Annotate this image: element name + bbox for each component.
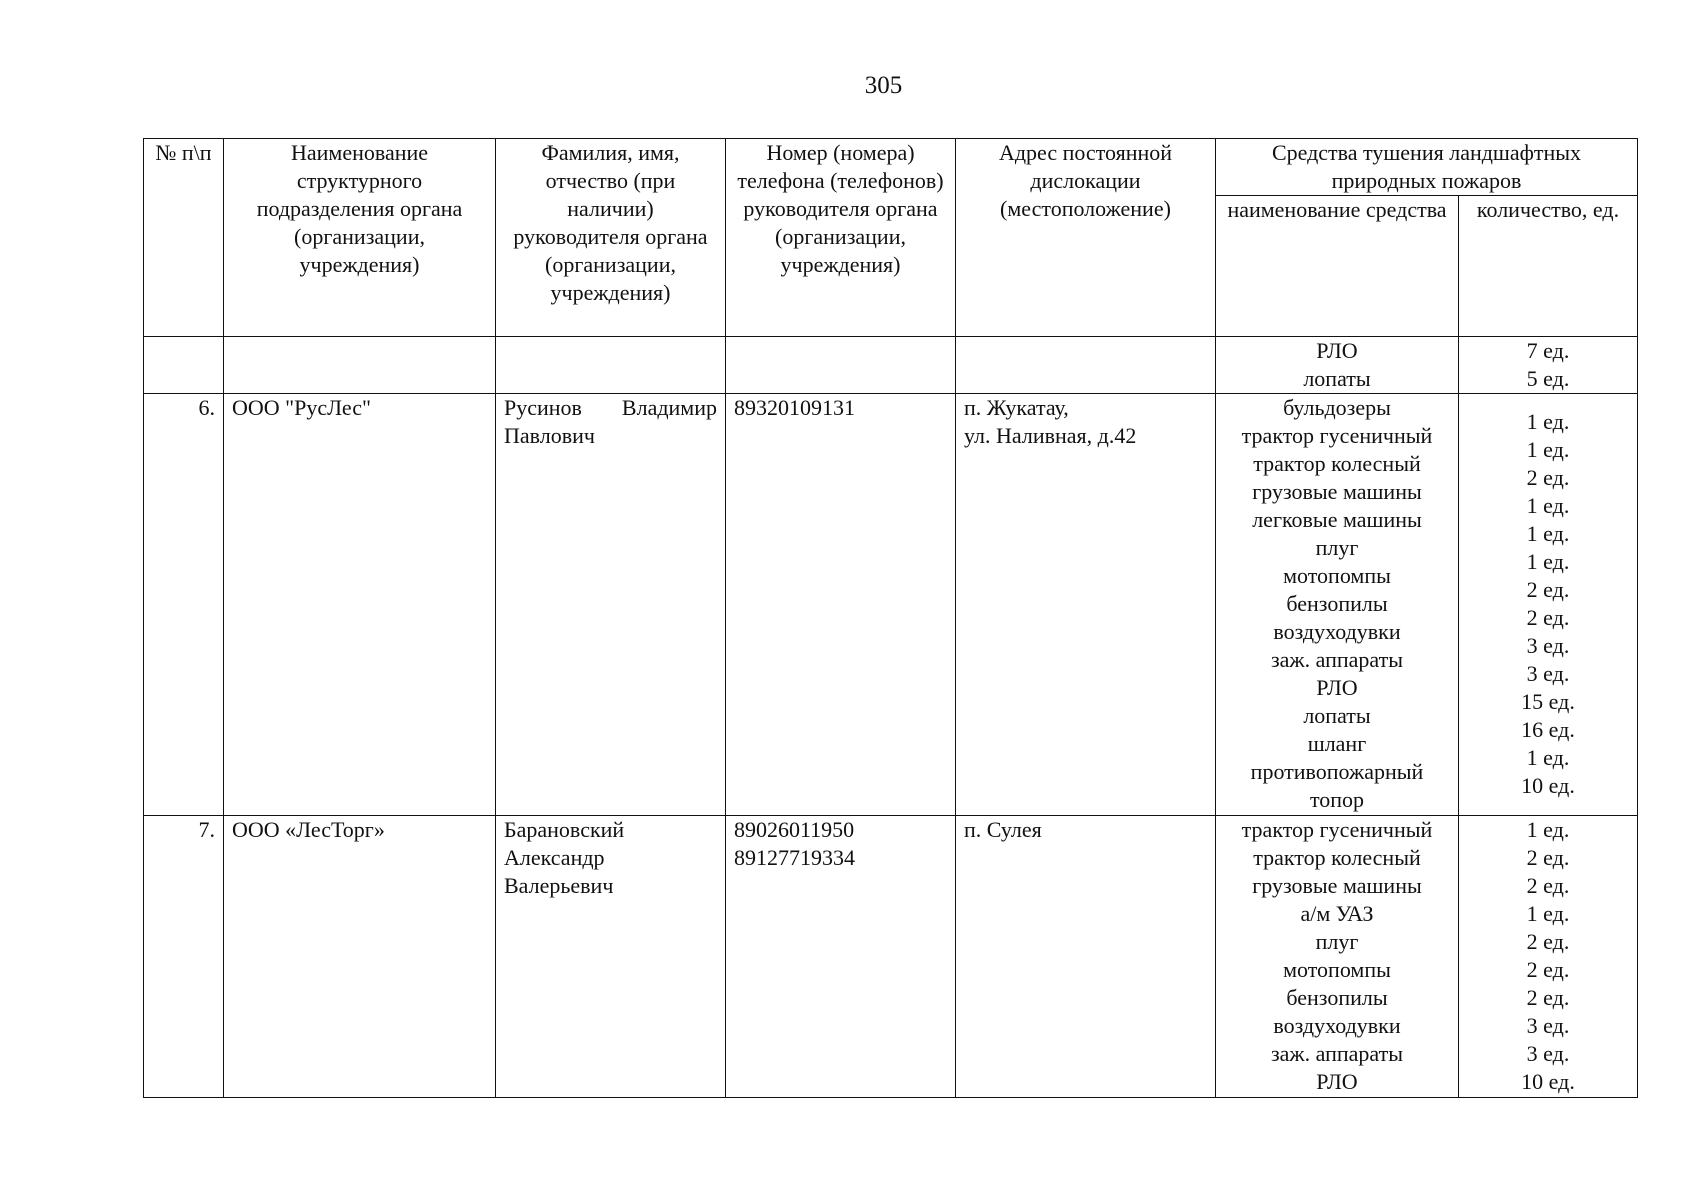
- item-qty: 1 ед.: [1526, 745, 1570, 770]
- item-qty: 1 ед.: [1526, 409, 1570, 434]
- item-qty: 3 ед.: [1526, 661, 1570, 686]
- item-qty: 5 ед.: [1526, 366, 1570, 391]
- address-line: ул. Наливная, д.42: [964, 423, 1137, 448]
- item-name: бензопилы: [1286, 985, 1388, 1010]
- item-qty: 2 ед.: [1526, 605, 1570, 630]
- row-items: [1216, 816, 1459, 1098]
- row-org: ООО "РусЛес": [224, 394, 496, 816]
- page-number: 305: [864, 72, 903, 99]
- item-qty: 10 ед.: [1521, 773, 1575, 798]
- item-name: заж. аппараты: [1270, 1041, 1404, 1066]
- item-name: РЛО: [1316, 338, 1358, 363]
- head-line: Александр: [504, 845, 605, 870]
- item-name: трактор колесный: [1253, 451, 1421, 476]
- head-line: Барановский: [504, 817, 625, 842]
- item-name: топор: [1309, 787, 1365, 812]
- item-qty: 1 ед.: [1526, 493, 1570, 518]
- item-name: плуг: [1315, 929, 1359, 954]
- item-name: трактор гусеничный: [1241, 423, 1433, 448]
- table-row: [144, 816, 1638, 1098]
- item-qty: 2 ед.: [1526, 957, 1570, 982]
- phone-number: 89127719334: [734, 845, 855, 870]
- header-address: Адрес постоянной дислокации (местоположение): [956, 139, 1216, 337]
- header-means-qty: количество, ед.: [1459, 196, 1638, 337]
- item-qty: 1 ед.: [1526, 521, 1570, 546]
- item-name: бензопилы: [1286, 591, 1388, 616]
- item-name: заж. аппараты: [1270, 647, 1404, 672]
- item-qty: 10 ед.: [1521, 1069, 1575, 1094]
- table-row: [144, 337, 1638, 394]
- item-qty: 1 ед.: [1526, 549, 1570, 574]
- resources-table: [143, 138, 1638, 1098]
- item-qty: 3 ед.: [1526, 633, 1570, 658]
- row-items: [1216, 394, 1459, 816]
- item-name: бульдозеры: [1283, 395, 1391, 420]
- item-name: лопаты: [1303, 366, 1371, 391]
- item-name: трактор гусеничный: [1241, 817, 1433, 842]
- item-name: воздуходувки: [1273, 619, 1401, 644]
- item-qty: 16 ед.: [1521, 717, 1575, 742]
- item-qty: 2 ед.: [1526, 929, 1570, 954]
- item-name: шланг: [1307, 731, 1367, 756]
- item-name: плуг: [1315, 535, 1359, 560]
- row-head: [496, 337, 726, 394]
- item-name: а/м УАЗ: [1300, 901, 1374, 926]
- row-num: [144, 337, 224, 394]
- row-qty: [1459, 816, 1638, 1098]
- item-name: грузовые машины: [1252, 479, 1422, 504]
- header-head-name: Фамилия, имя, отчество (при наличии) руководителя органа (организации, учреждения): [496, 139, 726, 337]
- row-head: Русинов Владимир Павлович: [496, 394, 726, 816]
- row-org: ООО «ЛесТорг»: [224, 816, 496, 1098]
- item-name: трактор колесный: [1253, 845, 1421, 870]
- header-means-name: наименование средства: [1216, 196, 1459, 337]
- item-name: лопаты: [1303, 703, 1371, 728]
- item-qty: 2 ед.: [1526, 577, 1570, 602]
- address-line: п. Жукатау,: [964, 395, 1069, 420]
- row-address: [956, 394, 1216, 816]
- row-address: [956, 816, 1216, 1098]
- item-name: РЛО: [1316, 1069, 1358, 1094]
- phone-number: 89320109131: [734, 395, 855, 420]
- item-name: мотопомпы: [1283, 957, 1391, 982]
- item-qty: 1 ед.: [1526, 817, 1570, 842]
- item-qty: 7 ед.: [1526, 338, 1570, 363]
- phone-number: 89026011950: [734, 817, 855, 842]
- item-name: воздуходувки: [1273, 1013, 1401, 1038]
- row-org: [224, 337, 496, 394]
- item-qty: 1 ед.: [1526, 901, 1570, 926]
- item-qty: 1 ед.: [1526, 437, 1570, 462]
- item-name: грузовые машины: [1252, 873, 1422, 898]
- header-phone: Номер (номера) телефона (телефонов) руководителя органа (организации, учреждения): [726, 139, 956, 337]
- item-qty: 2 ед.: [1526, 465, 1570, 490]
- item-qty: 3 ед.: [1526, 1041, 1570, 1066]
- row-phone: [726, 816, 956, 1098]
- head-line: Валерьевич: [504, 873, 614, 898]
- row-address: [956, 337, 1216, 394]
- item-qty: 2 ед.: [1526, 873, 1570, 898]
- item-qty: 3 ед.: [1526, 1013, 1570, 1038]
- item-name: мотопомпы: [1283, 563, 1391, 588]
- item-name: противопожарный: [1250, 759, 1424, 784]
- item-qty: 2 ед.: [1526, 845, 1570, 870]
- row-phone: [726, 394, 956, 816]
- row-items: [1216, 337, 1459, 394]
- header-num: № п\п: [144, 139, 224, 337]
- address-line: п. Сулея: [964, 817, 1042, 842]
- item-name: РЛО: [1316, 675, 1358, 700]
- item-qty: 2 ед.: [1526, 985, 1570, 1010]
- row-qty: [1459, 394, 1638, 816]
- item-name: легковые машины: [1252, 507, 1422, 532]
- header-unit: Наименование структурного подразделения органа (организации, учреждения): [224, 139, 496, 337]
- table-row: [144, 394, 1638, 816]
- row-num: 6.: [144, 394, 224, 816]
- row-phone: [726, 337, 956, 394]
- item-qty: 15 ед.: [1521, 689, 1575, 714]
- header-means-group: Средства тушения ландшафтных природных пожаров: [1216, 139, 1638, 196]
- row-qty: [1459, 337, 1638, 394]
- row-head: [496, 816, 726, 1098]
- row-num: 7.: [144, 816, 224, 1098]
